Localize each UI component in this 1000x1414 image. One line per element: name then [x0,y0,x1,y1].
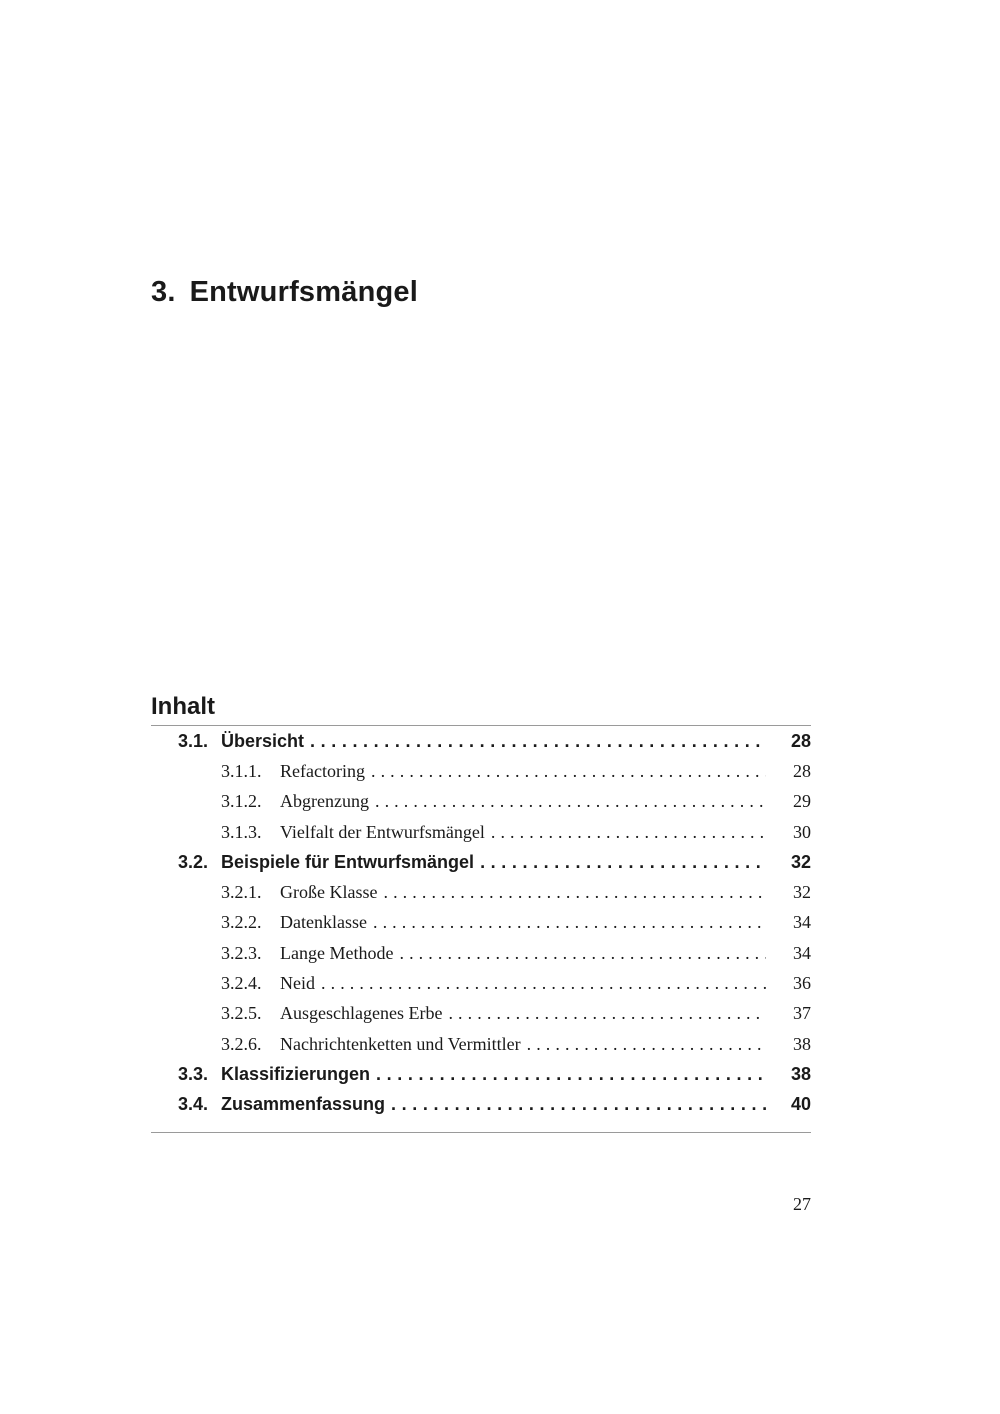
toc-bottom-rule [151,1132,811,1133]
toc-entry-number: 3.1. [178,730,209,751]
toc-entry[interactable] [151,1090,811,1120]
toc-entry[interactable] [151,1029,811,1059]
toc-dot-leader [375,791,766,812]
toc-dot-leader [527,1034,766,1055]
chapter-title [151,276,418,309]
toc-entry-number: 3.2.2. [221,912,262,933]
toc-entry-page: 32 [790,851,811,872]
toc-entry[interactable] [151,1059,811,1089]
toc-dot-leader [383,882,766,903]
toc-entry[interactable] [151,817,811,847]
toc-entry-page: 29 [793,791,811,812]
toc-dot-leader [391,1094,766,1115]
toc-entry-label: Ausgeschlagenes Erbe [280,1003,448,1024]
toc-entry-label-line [280,791,766,812]
toc-entry-page: 34 [793,912,811,933]
toc-entry-label-line [280,1034,766,1055]
table-of-contents [151,726,811,1120]
toc-dot-leader [480,852,766,873]
toc-entry-label: Nachrichtenketten und Vermittler [280,1034,527,1055]
toc-entry-number: 3.3. [178,1063,209,1084]
toc-heading: Inhalt [151,693,215,720]
toc-entry-page: 28 [790,730,811,751]
toc-entry-label-line [221,1064,766,1085]
toc-entry-number: 3.2. [178,851,209,872]
toc-dot-leader [448,1003,766,1024]
toc-entry-page: 38 [790,1063,811,1084]
toc-entry-page: 30 [793,821,811,842]
toc-entry-number: 3.4. [178,1094,209,1115]
toc-entry-label-line [221,1094,766,1115]
toc-entry-label: Neid [280,973,321,994]
toc-dot-leader [373,912,766,933]
toc-entry[interactable] [151,999,811,1029]
toc-entry-number: 3.2.1. [221,882,262,903]
toc-entry-page: 32 [793,882,811,903]
toc-entry-label-line [280,912,766,933]
toc-dot-leader [321,973,766,994]
chapter-title-text: Entwurfsmängel [189,276,418,308]
toc-entry-number: 3.2.3. [221,942,262,963]
toc-entry[interactable] [151,756,811,786]
toc-entry-page: 40 [790,1094,811,1115]
toc-dot-leader [371,761,766,782]
toc-entry-label: Klassifizierungen [221,1064,376,1085]
toc-entry-label-line [280,973,766,994]
toc-entry-number: 3.2.5. [221,1003,262,1024]
toc-entry-page: 37 [793,1003,811,1024]
toc-entry-label-line [280,882,766,903]
toc-entry-label: Lange Methode [280,943,399,964]
toc-dot-leader [491,822,766,843]
toc-entry-label-line [280,761,766,782]
toc-entry[interactable] [151,726,811,756]
toc-dot-leader [376,1064,766,1085]
toc-entry[interactable] [151,787,811,817]
toc-entry-number: 3.1.1. [221,760,262,781]
toc-entry-label: Datenklasse [280,912,373,933]
toc-entry-label: Beispiele für Entwurfsmängel [221,852,480,873]
toc-entry-label: Zusammenfassung [221,1094,391,1115]
toc-entry-number: 3.1.3. [221,821,262,842]
toc-entry-page: 36 [793,973,811,994]
toc-entry[interactable] [151,877,811,907]
toc-entry-label-line [280,822,766,843]
toc-entry-label-line [221,731,766,752]
toc-entry-number: 3.2.4. [221,973,262,994]
toc-entry-label-line [280,1003,766,1024]
toc-entry-number: 3.1.2. [221,791,262,812]
toc-entry-page: 38 [793,1033,811,1054]
toc-entry-label: Große Klasse [280,882,383,903]
toc-entry[interactable] [151,938,811,968]
toc-entry-label-line [280,943,766,964]
toc-entry-page: 34 [793,942,811,963]
toc-entry-number: 3.2.6. [221,1033,262,1054]
toc-entry[interactable] [151,908,811,938]
toc-entry-page: 28 [793,760,811,781]
toc-entry[interactable] [151,847,811,877]
toc-entry-label: Vielfalt der Entwurfsmängel [280,822,491,843]
toc-entry-label: Übersicht [221,731,310,752]
chapter-number: 3. [151,276,176,308]
page-number: 27 [793,1194,811,1214]
toc-entry[interactable] [151,968,811,998]
toc-dot-leader [399,943,766,964]
toc-entry-label: Refactoring [280,761,371,782]
toc-entry-label-line [221,852,766,873]
toc-entry-label: Abgrenzung [280,791,375,812]
toc-dot-leader [310,731,766,752]
